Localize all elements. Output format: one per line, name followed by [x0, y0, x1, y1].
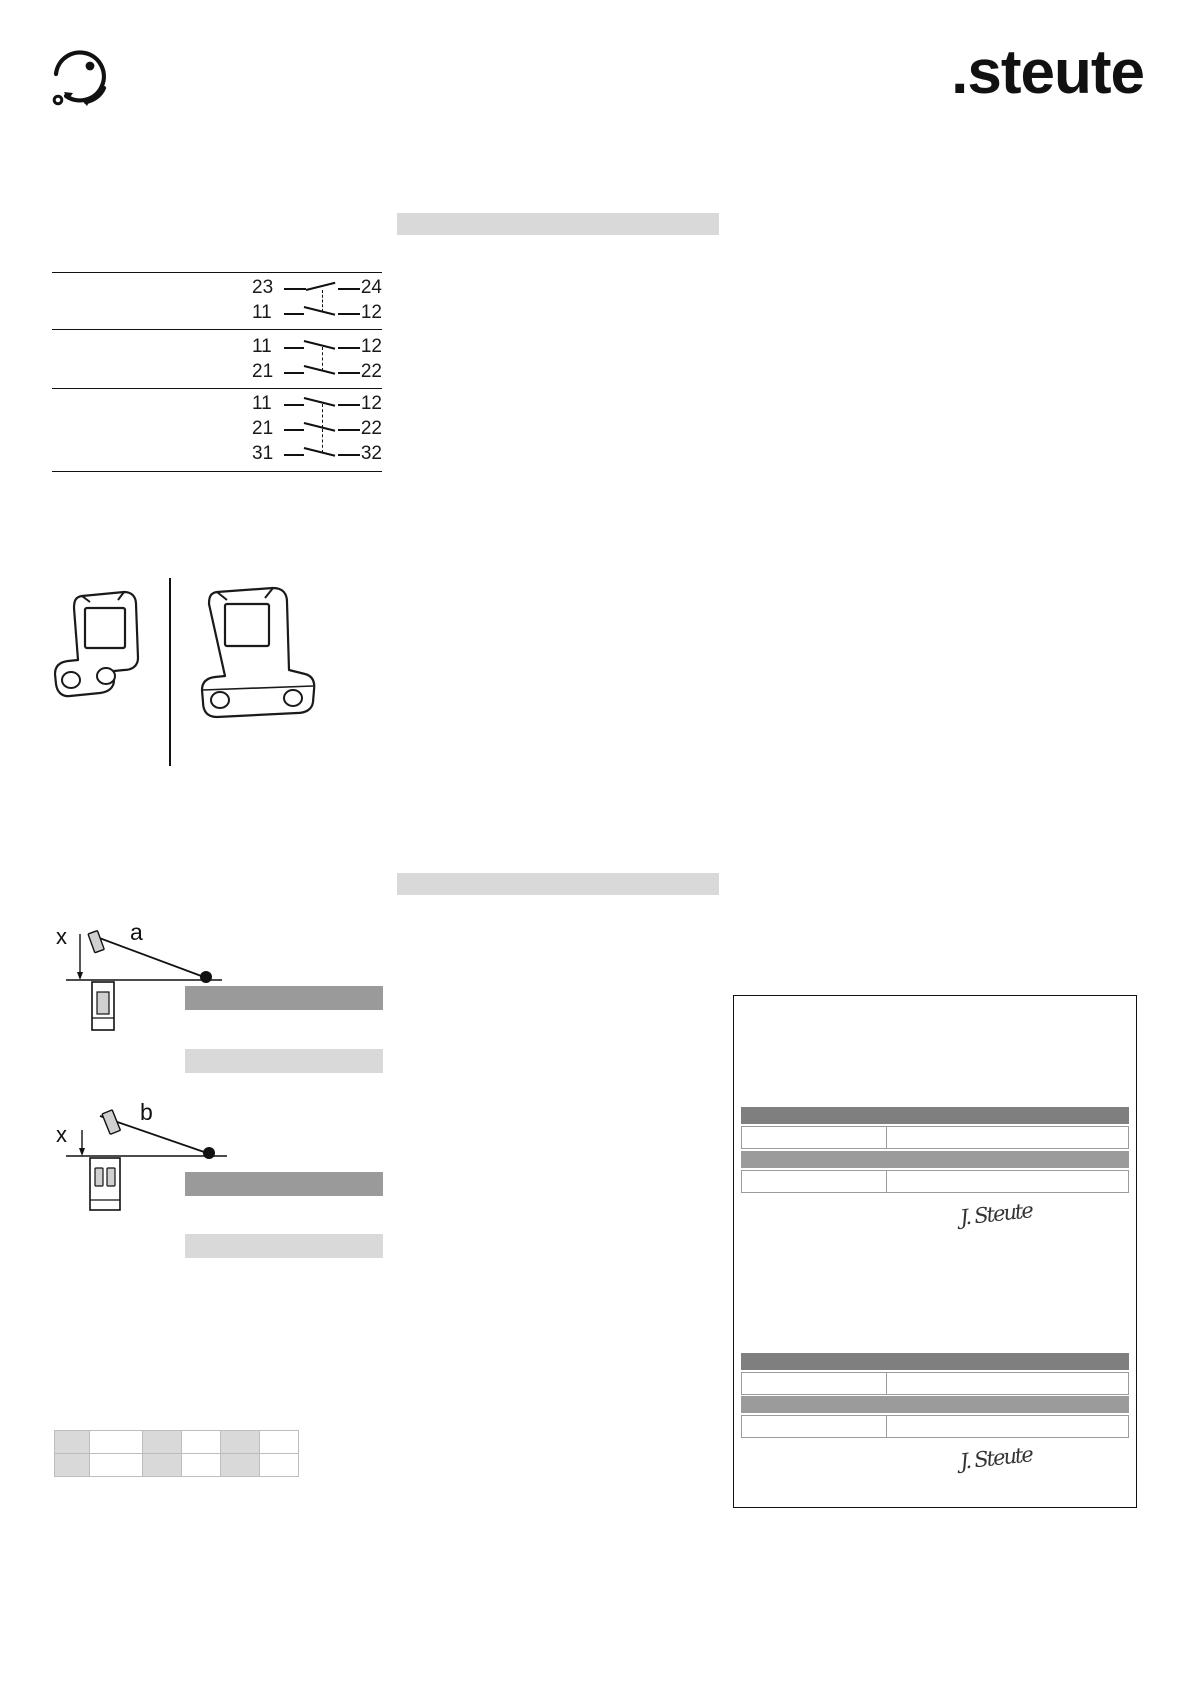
declaration-subheader-bar: [741, 1396, 1129, 1413]
rotation-arrows-icon: [46, 48, 116, 112]
cell: [142, 1454, 181, 1477]
terminal-number: 11: [252, 336, 272, 357]
cell: [90, 1431, 142, 1454]
terminal-number: 31: [252, 443, 274, 464]
declaration-row: [741, 1372, 1129, 1395]
mounting-diagram-b: [52, 1100, 392, 1260]
terminal-number: 22: [360, 361, 382, 382]
cell: [55, 1431, 90, 1454]
actuator-angled-drawing: [195, 582, 320, 730]
actuator-flat-drawing: [52, 588, 162, 723]
declaration-row: [741, 1415, 1129, 1438]
cell-divider: [886, 1127, 887, 1148]
diagram-b-graphic: [52, 1100, 272, 1235]
terminal-number: 32: [360, 443, 382, 464]
cell: [181, 1454, 220, 1477]
mounting-diagram-a: [52, 918, 392, 1048]
cell: [220, 1431, 259, 1454]
cell: [142, 1431, 181, 1454]
cell: [259, 1431, 298, 1454]
cell: [55, 1454, 90, 1477]
svg-text:x: x: [56, 924, 67, 949]
section-heading-mounting: [397, 873, 719, 895]
declaration-row: [741, 1126, 1129, 1149]
section-heading-contact-variants: [397, 213, 719, 235]
cell: [259, 1454, 298, 1477]
brand-logo-text: .steute: [951, 38, 1144, 107]
value-bar-b-primary: [185, 1172, 383, 1196]
value-bar-a-primary: [185, 986, 383, 1010]
svg-text:x: x: [56, 1122, 67, 1147]
declaration-of-conformity-box: [733, 995, 1137, 1508]
value-bar-a-secondary: [185, 1049, 383, 1073]
contact-diagram-2: [242, 330, 382, 388]
table-row: [55, 1454, 299, 1477]
table-row: [55, 1431, 299, 1454]
cell: [181, 1431, 220, 1454]
declaration-header-bar: [741, 1353, 1129, 1370]
terminal-number: 12: [360, 302, 382, 323]
signature-1: J. Steute: [958, 1198, 1033, 1230]
cell-divider: [886, 1171, 887, 1192]
diagram-a-graphic: [52, 918, 272, 1043]
terminal-number: 12: [360, 336, 382, 357]
terminal-number: 11: [252, 393, 272, 414]
value-bar-b-secondary: [185, 1234, 383, 1258]
table-row: [52, 329, 382, 388]
declaration-subheader-bar: [741, 1151, 1129, 1168]
contact-diagram-1: [242, 273, 382, 329]
table-row: [52, 272, 382, 329]
cell: [220, 1454, 259, 1477]
contact-diagram-3: [242, 389, 382, 471]
parameter-mini-table: [54, 1430, 299, 1477]
declaration-row: [741, 1170, 1129, 1193]
contact-variants-table: [52, 272, 382, 472]
svg-text:b: b: [140, 1100, 153, 1125]
cell: [90, 1454, 142, 1477]
signature-2: J. Steute: [958, 1442, 1033, 1474]
terminal-number: 22: [360, 418, 382, 439]
terminal-number: 11: [252, 302, 272, 323]
actuator-drawings: [52, 578, 392, 768]
divider: [169, 578, 171, 766]
table-row: [52, 388, 382, 472]
declaration-header-bar: [741, 1107, 1129, 1124]
cell-divider: [886, 1373, 887, 1394]
terminal-number: 24: [360, 277, 382, 298]
cell-divider: [886, 1416, 887, 1437]
terminal-number: 21: [252, 361, 274, 382]
svg-text:a: a: [130, 919, 143, 945]
terminal-number: 12: [360, 393, 382, 414]
terminal-number: 21: [252, 418, 274, 439]
terminal-number: 23: [252, 277, 274, 298]
